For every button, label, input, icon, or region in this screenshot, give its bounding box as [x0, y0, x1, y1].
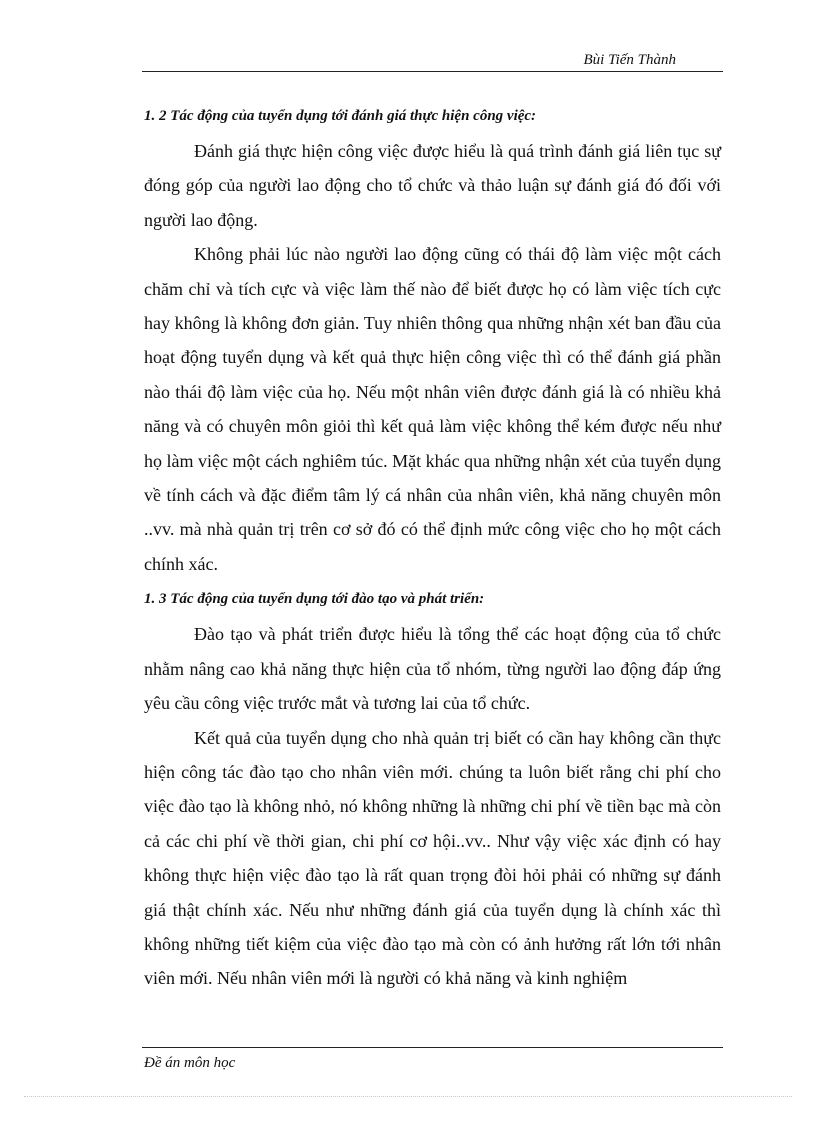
section-heading: 1. 2 Tác động của tuyển dụng tới đánh giá thực hiện công việc: — [144, 108, 537, 124]
section-heading: 1. 3 Tác động của tuyển dụng tới đào tạo và phát triển: — [144, 591, 485, 608]
section-training-development — [144, 581, 721, 995]
section-performance-evaluation — [144, 98, 721, 581]
paragraph: Đánh giá thực hiện công việc được hiểu là quá trình đánh giá liên tục sự đóng góp của người lao động cho tổ chức và thảo luận sự đánh giá đó đối với người lao động. — [144, 141, 721, 230]
header-author: Bùi Tiến Thành — [583, 52, 676, 68]
footer-divider — [142, 1047, 723, 1048]
document-body — [144, 98, 721, 996]
footer-text: Đề án môn học — [144, 1055, 236, 1071]
page-bottom-edge — [24, 1096, 792, 1097]
header-divider — [142, 71, 723, 72]
paragraph: Kết quả của tuyển dụng cho nhà quản trị biết có cần hay không cần thực hiện công tác đào tạo cho nhân viên mới. chúng ta luôn biết rằng chi phí cho việc đào tạo là không nhỏ, nó không những là những chi phí về tiền bạc mà còn cả các chi phí về thời gian, chi phí cơ hội..vv.. Như vậy việc xác định có hay không thực hiện việc đào tạo là rất quan trọng đòi hỏi phải có những sự đánh giá thật chính xác. Nếu như những đánh giá của tuyển dụng là chính xác thì không những tiết kiệm của việc đào tạo mà còn có ảnh hưởng rất lớn tới nhân viên mới. Nếu nhân viên mới là người có khả năng và kinh nghiệm — [144, 727, 721, 989]
paragraph: Không phải lúc nào người lao động cũng có thái độ làm việc một cách chăm chỉ và tích cực và việc làm thế nào để biết được họ có làm việc tích cực hay không là không đơn giản. Tuy nhiên thông qua những nhận xét ban đầu của hoạt động tuyển dụng và kết quả thực hiện công việc thì có thể đánh giá phần nào thái độ làm việc của họ. Nếu một nhân viên được đánh giá là có nhiều khả năng và có chuyên môn giỏi thì kết quả làm việc không thể kém được nếu như họ làm việc một cách nghiêm túc. Mặt khác qua những nhận xét của tuyển dụng về tính cách và đặc điểm tâm lý cá nhân của nhân viên, khả năng chuyên môn ..vv. mà nhà quản trị trên cơ sở đó có thể định mức công việc cho họ một cách chính xác. — [144, 244, 721, 574]
paragraph: Đào tạo và phát triển được hiểu là tổng thể các hoạt động của tổ chức nhằm nâng cao khả năng thực hiện của tổ nhóm, từng người lao động đáp ứng yêu cầu công việc trước mắt và tương lai của tổ chức. — [144, 624, 721, 714]
